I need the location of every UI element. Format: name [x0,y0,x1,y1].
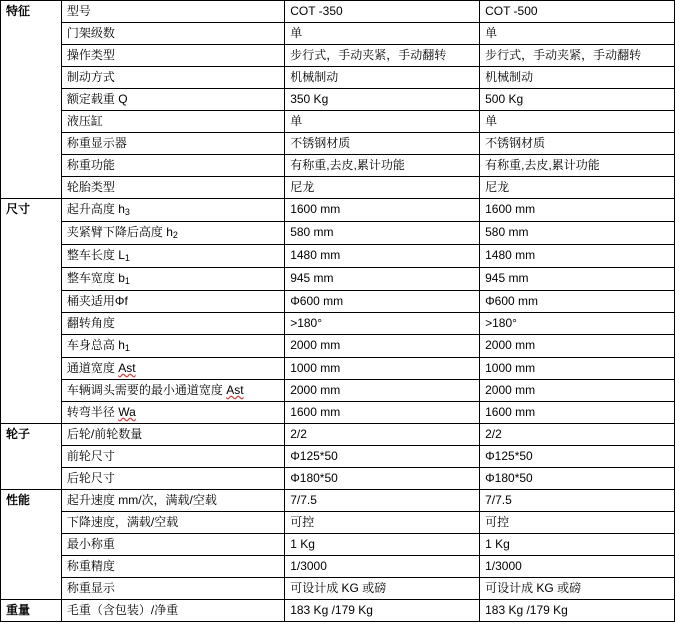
value-cell-model-2: 机械制动 [480,67,675,89]
table-row [1,490,675,512]
value-cell-model-1: Φ180*50 [285,468,480,490]
value-cell-model-1: 945 mm [285,268,480,291]
table-row [1,402,675,424]
value-cell-model-2: 1480 mm [480,245,675,268]
feature-label: 轮胎类型 [61,177,284,199]
table-row [1,45,675,67]
table-row [1,23,675,45]
group-label: 重量 [1,600,62,622]
feature-label: 下降速度，满载/空载 [61,512,284,534]
value-cell-model-2: 7/7.5 [480,490,675,512]
value-cell-model-1: >180° [285,313,480,335]
group-label: 性能 [1,490,62,600]
value-cell-model-1: 1000 mm [285,358,480,380]
table-row [1,534,675,556]
table-row [1,89,675,111]
table-row [1,177,675,199]
feature-label: 整车长度 $L_1$ [61,245,284,268]
table-row [1,468,675,490]
feature-label: 通道宽度 Ast [61,358,284,380]
value-cell-model-1: 1480 mm [285,245,480,268]
value-cell-model-2: 945 mm [480,268,675,291]
value-cell-model-2: 1/3000 [480,556,675,578]
value-cell-model-2: 2000 mm [480,380,675,402]
value-cell-model-1: 1600 mm [285,199,480,222]
feature-label: 前轮尺寸 [61,446,284,468]
feature-label: 后轮/前轮数量 [61,424,284,446]
feature-label: 最小称重 [61,534,284,556]
feature-label: 制动方式 [61,67,284,89]
feature-label: 整车宽度 $b_1$ [61,268,284,291]
table-row [1,380,675,402]
value-cell-model-2: Φ600 mm [480,291,675,313]
value-cell-model-1: 单 [285,111,480,133]
value-cell-model-2: Φ125*50 [480,446,675,468]
value-cell-model-2: 可控 [480,512,675,534]
table-row [1,245,675,268]
table-row [1,291,675,313]
value-cell-model-1: 步行式，手动夹紧，手动翻转 [285,45,480,67]
value-cell-model-2: 可设计成 KG 或磅 [480,578,675,600]
value-cell-model-1: 2/2 [285,424,480,446]
feature-label: 型号 [61,1,284,23]
feature-label: 翻转角度 [61,313,284,335]
feature-label: 起升速度 mm/次，满载/空载 [61,490,284,512]
value-cell-model-2: 580 mm [480,222,675,245]
value-cell-model-1: 不锈钢材质 [285,133,480,155]
value-cell-model-1: 2000 mm [285,335,480,358]
table-row [1,512,675,534]
group-label: 特征 [1,1,62,199]
value-cell-model-2: 1600 mm [480,199,675,222]
value-cell-model-2: 183 Kg /179 Kg [480,600,675,622]
table-row [1,556,675,578]
table-row [1,268,675,291]
group-label: 尺寸 [1,199,62,424]
value-cell-model-1: 580 mm [285,222,480,245]
value-cell-model-1: 183 Kg /179 Kg [285,600,480,622]
value-cell-model-1: 尼龙 [285,177,480,199]
table-row [1,358,675,380]
value-cell-model-1: 7/7.5 [285,490,480,512]
feature-label: 额定载重 Q [61,89,284,111]
value-cell-model-2: 尼龙 [480,177,675,199]
feature-label: 桶夹适用Φf [61,291,284,313]
value-cell-model-2: 单 [480,111,675,133]
value-cell-model-1: 可控 [285,512,480,534]
feature-label: 液压缸 [61,111,284,133]
table-row [1,335,675,358]
table-row [1,424,675,446]
table-row [1,67,675,89]
feature-label: 门架级数 [61,23,284,45]
table-row [1,446,675,468]
value-cell-model-2: 1600 mm [480,402,675,424]
value-cell-model-1: Φ125*50 [285,446,480,468]
value-cell-model-1: 350 Kg [285,89,480,111]
value-cell-model-2: 步行式，手动夹紧，手动翻转 [480,45,675,67]
table-row [1,1,675,23]
value-cell-model-2: 2000 mm [480,335,675,358]
value-cell-model-2: 2/2 [480,424,675,446]
value-cell-model-1: 单 [285,23,480,45]
table-row [1,578,675,600]
value-cell-model-1: 有称重,去皮,累计功能 [285,155,480,177]
feature-label: 称重精度 [61,556,284,578]
value-cell-model-2: 1000 mm [480,358,675,380]
value-cell-model-1: 可设计成 KG 或磅 [285,578,480,600]
table-row [1,313,675,335]
feature-label: 转弯半径 Wa [61,402,284,424]
table-row [1,600,675,622]
value-cell-model-1: 1600 mm [285,402,480,424]
feature-label: 称重功能 [61,155,284,177]
feature-label: 后轮尺寸 [61,468,284,490]
table-row [1,222,675,245]
value-cell-model-2: 1 Kg [480,534,675,556]
feature-label: 称重显示器 [61,133,284,155]
table-row [1,199,675,222]
value-cell-model-1: 1 Kg [285,534,480,556]
value-cell-model-1: 1/3000 [285,556,480,578]
feature-label: 毛重（含包装）/净重 [61,600,284,622]
feature-label: 操作类型 [61,45,284,67]
feature-label: 夹紧臂下降后高度 $h_2$ [61,222,284,245]
value-cell-model-2: 单 [480,23,675,45]
table-row [1,133,675,155]
group-label: 轮子 [1,424,62,490]
value-cell-model-1: 2000 mm [285,380,480,402]
table-row [1,155,675,177]
value-cell-model-1: Φ600 mm [285,291,480,313]
table-body [1,1,675,622]
table-row [1,111,675,133]
feature-label: 起升高度 $h_3$ [61,199,284,222]
feature-label: 称重显示 [61,578,284,600]
value-cell-model-2: 有称重,去皮,累计功能 [480,155,675,177]
value-cell-model-2: COT -500 [480,1,675,23]
value-cell-model-1: 机械制动 [285,67,480,89]
value-cell-model-1: COT -350 [285,1,480,23]
feature-label: 车辆调头需要的最小通道宽度 Ast [61,380,284,402]
value-cell-model-2: Φ180*50 [480,468,675,490]
value-cell-model-2: 500 Kg [480,89,675,111]
feature-label: 车身总高 $h_1$ [61,335,284,358]
value-cell-model-2: >180° [480,313,675,335]
value-cell-model-2: 不锈钢材质 [480,133,675,155]
